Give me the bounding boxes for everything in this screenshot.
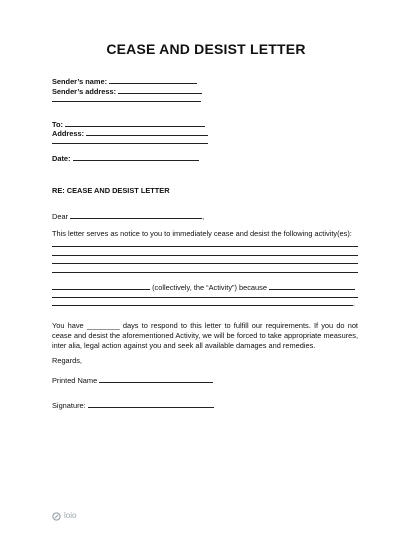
response-paragraph: You have ________ days to respond to this letter to fulfill our requirements. If you do not cease and desist the aforementioned Activity, we will be forced to take appropriate measures, inter alia, legal action against you and seek all available damages and remedies. xyxy=(52,321,358,350)
printed-name-row xyxy=(52,375,213,386)
footer-logo xyxy=(52,511,76,521)
collectively-row xyxy=(52,282,355,293)
address-row xyxy=(52,128,208,139)
to-label: To: xyxy=(52,120,63,129)
date-label: Date: xyxy=(52,154,71,163)
sender-address-blank[interactable] xyxy=(118,86,202,94)
reason-period: . xyxy=(353,299,356,308)
signature-label: Signature: xyxy=(52,401,86,410)
sender-address-row xyxy=(52,86,202,97)
signature-row xyxy=(52,400,214,411)
regards-text: Regards, xyxy=(52,356,82,365)
printed-name-label: Printed Name xyxy=(52,376,98,385)
address-blank[interactable] xyxy=(86,128,208,136)
date-blank[interactable] xyxy=(73,153,199,161)
activity-line-1[interactable] xyxy=(52,246,358,247)
because-blank[interactable] xyxy=(269,282,355,290)
collectively-text: (collectively, the “Activity”) because xyxy=(152,283,267,292)
dear-blank[interactable] xyxy=(70,211,205,221)
dear-comma: , xyxy=(202,212,205,221)
sender-address-line-2[interactable] xyxy=(52,101,201,102)
dear-label: Dear xyxy=(52,212,69,221)
sender-name-label: Sender’s name: xyxy=(52,77,108,86)
printed-name-blank[interactable] xyxy=(99,375,213,383)
dear-row xyxy=(52,211,204,222)
sender-address-label: Sender’s address: xyxy=(52,87,117,96)
activity-summary-blank[interactable] xyxy=(52,282,150,290)
logo-text: loio xyxy=(64,511,77,520)
address-label: Address: xyxy=(52,129,85,138)
sender-name-blank[interactable] xyxy=(109,76,197,84)
address-line-2[interactable] xyxy=(52,143,208,144)
signature-blank[interactable] xyxy=(88,400,214,408)
activity-line-2[interactable] xyxy=(52,255,358,256)
reason-line-2[interactable] xyxy=(52,298,356,308)
document-title: CEASE AND DESIST LETTER xyxy=(106,41,306,57)
loio-logo-icon xyxy=(52,512,61,521)
reason-row-2 xyxy=(52,298,355,309)
to-blank[interactable] xyxy=(65,119,205,127)
intro-paragraph: This letter serves as notice to you to immediately cease and desist the following activity(es): xyxy=(52,229,352,238)
activity-line-4[interactable] xyxy=(52,272,358,273)
re-line: RE: CEASE AND DESIST LETTER xyxy=(52,186,170,195)
date-row xyxy=(52,153,199,164)
activity-line-3[interactable] xyxy=(52,263,358,264)
